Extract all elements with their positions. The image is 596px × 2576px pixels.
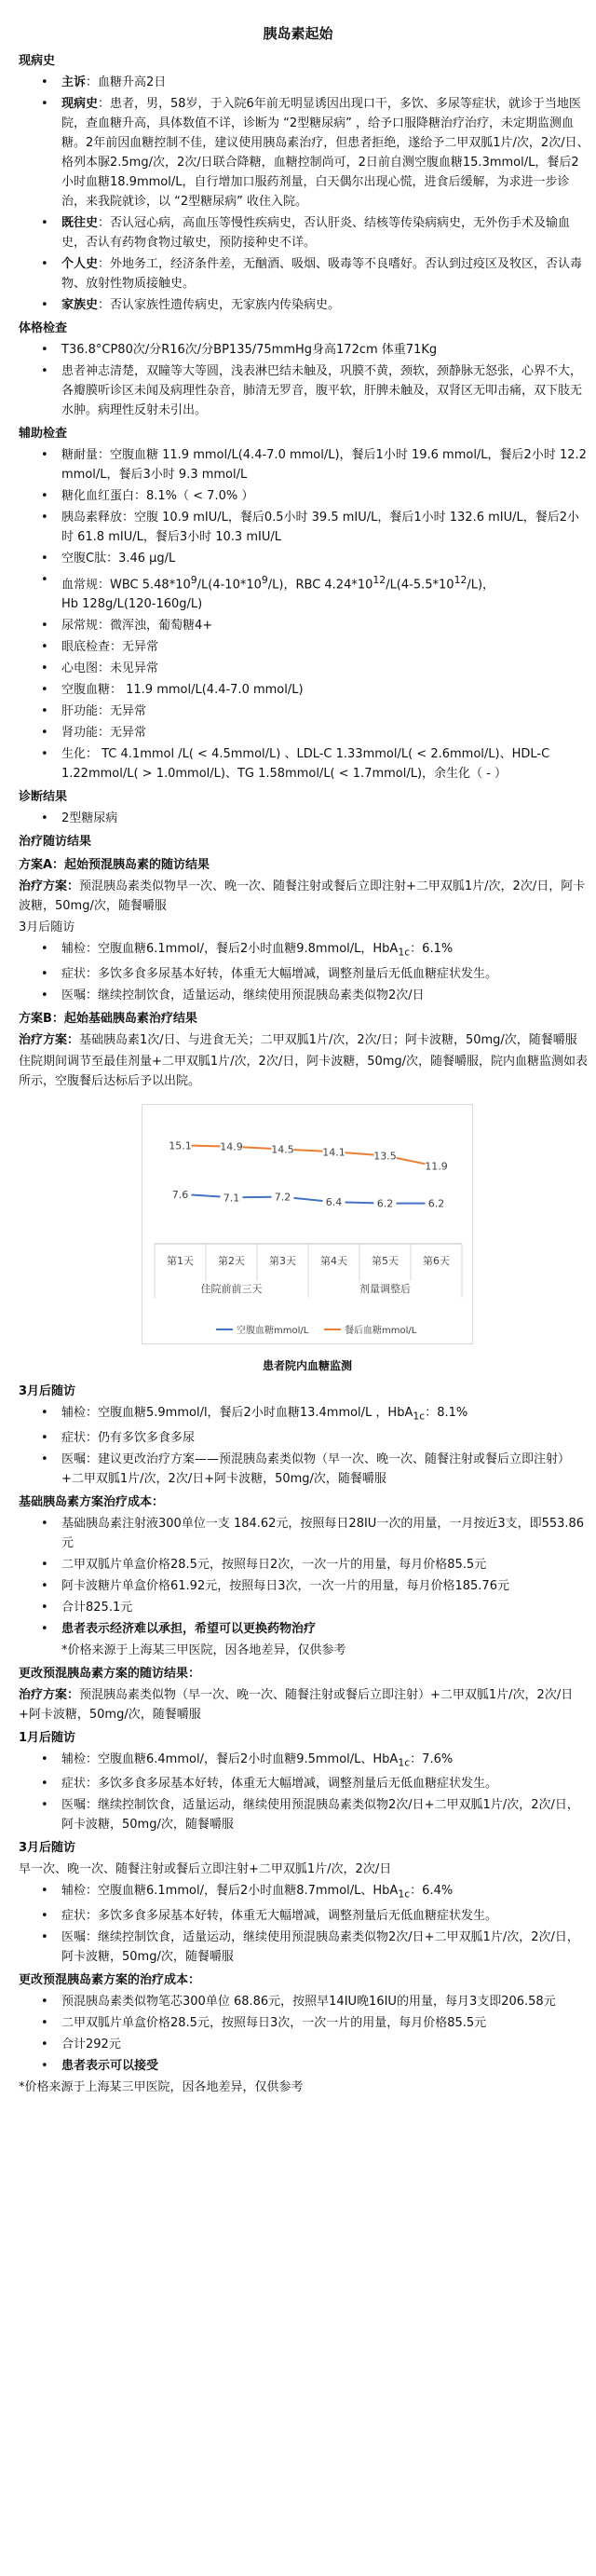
list-item: • 患者表示可以接受 (61, 2056, 590, 2076)
list-item: • 症状：多饮多食多尿基本好转，体重无大幅增减，调整剂量后无低血糖症状发生。 (61, 964, 590, 984)
list-item-blood-routine: • 血常规：WBC $5.48*10^9/L(4-10*10^9/L)$，RBC $4.24*10^{12}/L(4-5.5*10^{12}/L)$， Hb 128g/L(120-160g/L) (61, 570, 590, 614)
list-item: • 肝功能：无异常 (61, 702, 590, 721)
data-label: 6.2 (427, 1197, 445, 1210)
list-item: • 合计292元 (61, 2035, 590, 2054)
list-item: • 症状：仍有多饮多食多尿 (61, 1428, 590, 1448)
list-item: • 合计825.1元 (61, 1598, 590, 1617)
plan-b-3month-title: 3月后随访 (19, 1383, 76, 1398)
basal-cost-list (6, 1514, 590, 1639)
premix-3month-list (6, 1881, 590, 1967)
list-item: • 尿常规：微浑浊，葡萄糖4+ (61, 616, 590, 635)
list-item: • 预混胰岛素类似物笔芯300单位 68.86元，按照早14IU晚16IU的用量，每月3支即206.58元 (61, 1992, 590, 2011)
x-tick-label: 第4天 (320, 1254, 347, 1267)
list-item: • 胰岛素释放：空腹 10.9 mIU/L，餐后0.5小时 39.5 mIU/L，餐后1小时 132.6 mIU/L，餐后2小时 61.8 mIU/L，餐后3小时 10.3 mIU/L (61, 508, 590, 547)
section-heading-diagnosis: 诊断结果 (19, 790, 68, 805)
list-item: • 现病史：患者，男，58岁，于入院6年前无明显诱因出现口干，多饮、多尿等症状，就诊于当地医院，查血糖升高，具体数值不详，诊断为 “2型糖尿病” ，给予口服降糖治疗治疗，未定期监测血糖。2年前因血糖控制不佳，建议使用胰岛素治疗，但患者拒绝，遂给予二甲双胍1片/次，2次/日、格列本脲2.5mg/次，2次/日联合降糖，血糖控制尚可，2日前自测空腹血糖15.3mmol/L，餐后2小时血糖18.9mmol/L，自行增加口服药剂量，白天偶尔出现心慌，进食后缓解，为求进一步诊治，来我院就诊，以 “2型糖尿病” 收住入院。 (61, 94, 590, 211)
list-item: • 主诉：血糖升高2日 (61, 73, 590, 92)
list-item: • 患者表示经济难以承担，希望可以更换药物治疗 (61, 1619, 590, 1639)
data-label: 14.9 (220, 1140, 243, 1153)
history-list (6, 73, 590, 315)
premix-3month-para: 早一次、晚一次、随餐注射或餐后立即注射+二甲双胍1片/次，2次/日 (19, 1862, 392, 1877)
list-item: • T36.8°CP80次/分R16次/分BP135/75mmHg身高172cm 体重71Kg (61, 340, 590, 360)
price-note: *价格来源于上海某三甲医院，因各地差异，仅供参考 (61, 1642, 346, 1657)
list-item: • 症状：多饮多食多尿基本好转，体重无大幅增减，调整剂量后无低血糖症状发生。 (61, 1906, 590, 1926)
premix-cost-title: 更改预混胰岛素方案的治疗成本： (19, 1972, 201, 1987)
premix-plan-text: 治疗方案：预混胰岛素类似物（早一次、晚一次、随餐注射或餐后立即注射）+二甲双胍1片/次，2次/日+阿卡波糖，50mg/次，随餐嚼服 (19, 1687, 574, 1722)
plan-a-title: 方案A：起始预混胰岛素的随访结果 (19, 858, 210, 873)
data-label: 13.5 (373, 1150, 397, 1163)
list-item: • 生化： TC 4.1mmol /L( < 4.5mmol/L) 、LDL-C 1.33mmol/L( < 2.6mmol/L)、HDL-C 1.22mmol/L( > 1.0mmol/L)、TG 1.58mmol/L( < 1.7mmol/L)，余生化（ - ） (61, 744, 590, 784)
data-label: 7.6 (171, 1188, 189, 1201)
list-item: • 二甲双胍片单盒价格28.5元，按照每日2次，一次一片的用量，每月价格85.5元 (61, 1555, 590, 1574)
data-label: 7.2 (274, 1191, 291, 1204)
data-label: 11.9 (425, 1160, 448, 1173)
plan-a-3month: 3月后随访 (19, 920, 75, 935)
premix-3month-title: 3月后随访 (19, 1841, 76, 1856)
plan-b-text: 治疗方案：基础胰岛素1次/日、与进食无关；二甲双胍1片/次，2次/日；阿卡波糖，50mg/次，随餐嚼服 (19, 1032, 577, 1047)
plan-b-followup-list (6, 1403, 590, 1489)
x-tick-label: 第1天 (167, 1254, 194, 1267)
x-tick-label: 第2天 (218, 1254, 245, 1267)
list-item: • 家族史：否认家族性遗传病史，无家族内传染病史。 (61, 295, 590, 315)
chart-caption: 患者院内血糖监测 (262, 1358, 352, 1372)
premix-1month-list (6, 1750, 590, 1835)
list-item: • 辅检：空腹血糖6.1mmol/，餐后2小时血糖9.8mmol/L，HbA$_{1c}$：6.1% (61, 939, 590, 962)
section-heading-tests: 辅助检查 (19, 427, 68, 441)
glucose-chart (142, 1104, 473, 1376)
list-item: • 医嘱：继续控制饮食，适量运动，继续使用预混胰岛素类似物2次/日 (61, 986, 590, 1005)
legend-label: 空腹血糖mmol/L (237, 1325, 309, 1336)
data-label: 14.1 (322, 1146, 345, 1159)
list-item: • 糖耐量：空腹血糖 11.9 mmol/L(4.4-7.0 mmol/L)，餐后1小时 19.6 mmol/L，餐后2小时 12.2 mmol/L，餐后3小时 9.3 mmol/L (61, 445, 590, 484)
data-label: 15.1 (169, 1139, 192, 1152)
list-item: • 基础胰岛素注射液300单位一支 184.62元，按照每日28IU一次的用量，一月按近3支，即553.86元 (61, 1514, 590, 1553)
glucose-chart-svg (142, 1104, 473, 1344)
list-item: • 肾功能：无异常 (61, 723, 590, 743)
list-item: • 医嘱：建议更改治疗方案——预混胰岛素类似物（早一次、晚一次、随餐注射或餐后立即注射）+二甲双胍1片/次，2次/日+阿卡波糖，50mg/次，随餐嚼服 (61, 1450, 590, 1489)
tests-list (6, 445, 590, 784)
list-item: • 个人史：外地务工，经济条件差，无酗酒、吸烟、吸毒等不良嗜好。否认到过疫区及牧区，否认毒物、放射性物质接触史。 (61, 254, 590, 293)
list-item: • 二甲双胍片单盒价格28.5元，按照每日3次，一次一片的用量，每月价格85.5元 (61, 2013, 590, 2033)
list-item: • 辅检：空腹血糖5.9mmol/l，餐后2小时血糖13.4mmol/L ，HbA$_{1c}$：8.1% (61, 1403, 590, 1426)
plan-b-title: 方案B：起始基础胰岛素治疗结果 (19, 1011, 197, 1026)
legend-label: 餐后血糖mmol/L (345, 1325, 417, 1336)
plan-b-para: 住院期间调节至最佳剂量+二甲双胍1片/次，2次/日，阿卡波糖，50mg/次，随餐嚼服，院内血糖监测如表所示，空腹餐后达标后予以出院。 (19, 1054, 589, 1088)
premix-switch-title: 更改预混胰岛素方案的随访结果： (19, 1666, 201, 1681)
list-item: • 辅检：空腹血糖6.4mmol/，餐后2小时血糖9.5mmol/L、HbA$_{1c}$：7.6% (61, 1750, 590, 1773)
data-label: 14.5 (271, 1143, 294, 1156)
basal-cost-title: 基础胰岛素方案治疗成本： (19, 1494, 165, 1509)
list-item: • 患者神志清楚，双瞳等大等圆，浅表淋巴结未触及，巩膜不黄，颈软，颈静脉无怒张，心界不大，各瓣膜听诊区未闻及病理性杂音，肺清无罗音，腹平软，肝脾未触及，双肾区无叩击痛，双下肢无水肿。病理性反射未引出。 (61, 361, 590, 420)
list-item: • 医嘱：继续控制饮食，适量运动，继续使用预混胰岛素类似物2次/日+二甲双胍1片/次，2次/日，阿卡波糖，50mg/次，随餐嚼服 (61, 1795, 590, 1834)
premix-cost-list (6, 1992, 590, 2076)
x-tick-label: 第6天 (423, 1254, 450, 1267)
chart-border (142, 1104, 473, 1343)
group-label: 剂量调整后 (359, 1282, 411, 1295)
data-label: 6.2 (376, 1197, 394, 1210)
list-item: • 辅检：空腹血糖6.1mmol/，餐后2小时血糖8.7mmol/L、HbA$_{1c}$：6.4% (61, 1881, 590, 1904)
x-tick-label: 第3天 (269, 1254, 296, 1267)
price-note-2: *价格来源于上海某三甲医院，因各地差异，仅供参考 (19, 2079, 304, 2094)
diagnosis-list (6, 809, 590, 828)
section-heading-exam: 体格检查 (19, 321, 68, 335)
list-item: • 心电图：未见异常 (61, 659, 590, 678)
plan-a-text: 治疗方案：预混胰岛素类似物早一次、晚一次、随餐注射或餐后立即注射+二甲双胍1片/次，2次/日，阿卡波糖，50mg/次，随餐嚼服 (19, 879, 586, 914)
list-item: • 眼底检查：无异常 (61, 637, 590, 657)
premix-1month-title: 1月后随访 (19, 1730, 76, 1745)
section-heading-history: 现病史 (19, 54, 56, 68)
section-heading-followup: 治疗随访结果 (19, 835, 92, 850)
list-item: • 空腹C肽：3.46 μg/L (61, 549, 590, 568)
page-title: 胰岛素起始 (263, 25, 333, 42)
plan-a-followup-list (6, 939, 590, 1005)
list-item: • 糖化血红蛋白：8.1%（ < 7.0% ） (61, 486, 590, 506)
data-label: 7.1 (223, 1192, 240, 1205)
list-item: • 既往史：否认冠心病，高血压等慢性疾病史，否认肝炎、结核等传染病病史，无外伤手术及输血史，否认有药物食物过敏史，预防接种史不详。 (61, 213, 590, 252)
document (0, 24, 596, 2097)
data-label: 6.4 (325, 1196, 343, 1209)
list-item: • 2型糖尿病 (61, 809, 590, 828)
list-item: • 空腹血糖： 11.9 mmol/L(4.4-7.0 mmol/L) (61, 680, 590, 700)
list-item: • 阿卡波糖片单盒价格61.92元，按照每日3次，一次一片的用量，每月价格185.76元 (61, 1576, 590, 1596)
group-label: 住院前前三天 (200, 1282, 263, 1295)
x-tick-label: 第5天 (372, 1254, 399, 1267)
list-item: • 医嘱：继续控制饮食，适量运动，继续使用预混胰岛素类似物2次/日+二甲双胍1片/次，2次/日，阿卡波糖，50mg/次，随餐嚼服 (61, 1928, 590, 1967)
list-item: • 症状：多饮多食多尿基本好转，体重无大幅增减，调整剂量后无低血糖症状发生。 (61, 1774, 590, 1793)
exam-list (6, 340, 590, 420)
